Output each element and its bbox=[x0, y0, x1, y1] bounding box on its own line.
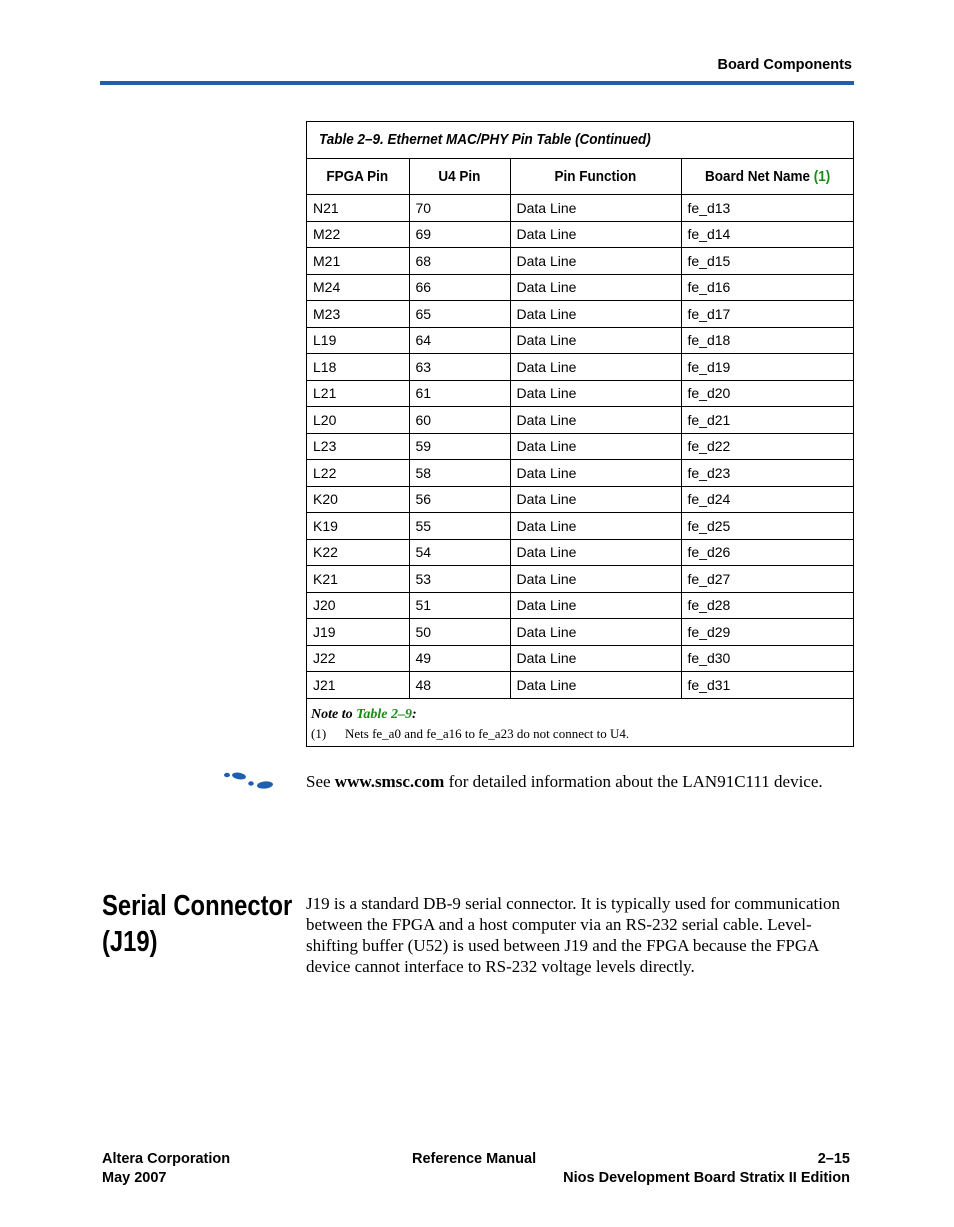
table-cell: Data Line bbox=[510, 513, 681, 540]
table-cell: Data Line bbox=[510, 592, 681, 619]
table-row bbox=[307, 645, 853, 672]
table-cell: 59 bbox=[409, 433, 510, 460]
table-cell: fe_d28 bbox=[681, 592, 853, 619]
table-cell: Data Line bbox=[510, 645, 681, 672]
table-cell: fe_d19 bbox=[681, 354, 853, 381]
table-row bbox=[307, 195, 853, 222]
table-row bbox=[307, 433, 853, 460]
table-row bbox=[307, 327, 853, 354]
note-item: (1) Nets fe_a0 and fe_a16 to fe_a23 do not connect to U4. bbox=[311, 725, 630, 741]
table-cell: fe_d20 bbox=[681, 380, 853, 407]
note-title: Note to Table 2–9: bbox=[311, 706, 417, 722]
table-cell: fe_d13 bbox=[681, 195, 853, 222]
table-cell: L23 bbox=[307, 433, 409, 460]
table-cell: K21 bbox=[307, 566, 409, 593]
table-cell: J21 bbox=[307, 672, 409, 699]
table-cell: Data Line bbox=[510, 486, 681, 513]
table-cell: Data Line bbox=[510, 274, 681, 301]
footer-middle: Reference Manual bbox=[412, 1151, 537, 1167]
table-cell: fe_d21 bbox=[681, 407, 853, 434]
table-cell: L20 bbox=[307, 407, 409, 434]
table-cell: 65 bbox=[409, 301, 510, 328]
table-row bbox=[307, 619, 853, 646]
pin-table-grid bbox=[307, 159, 853, 699]
table-cell: 55 bbox=[409, 513, 510, 540]
table-row bbox=[307, 460, 853, 487]
smsc-link[interactable]: www.smsc.com bbox=[334, 772, 445, 791]
footprints-icon bbox=[222, 770, 276, 792]
table-cell: N21 bbox=[307, 195, 409, 222]
table-link[interactable]: Table 2–9 bbox=[356, 706, 412, 722]
col-header-u4-pin: U4 Pin bbox=[409, 159, 510, 195]
tip-paragraph: See www.smsc.com for detailed information about the LAN91C111 device. bbox=[306, 772, 823, 791]
table-cell: fe_d30 bbox=[681, 645, 853, 672]
table-cell: Data Line bbox=[510, 672, 681, 699]
table-cell: fe_d27 bbox=[681, 566, 853, 593]
table-cell: Data Line bbox=[510, 195, 681, 222]
table-cell: L22 bbox=[307, 460, 409, 487]
section-body: J19 is a standard DB-9 serial connector. It is typically used for communication between the FPGA and a host computer via an RS-232 serial cable. Level-shifting buffer (U52) is used between J19 and the FPGA because the FPGA device cannot interface to RS-232 voltage levels directly. bbox=[306, 894, 840, 976]
table-cell: fe_d25 bbox=[681, 513, 853, 540]
table-cell: M22 bbox=[307, 221, 409, 248]
table-row bbox=[307, 380, 853, 407]
table-cell: 70 bbox=[409, 195, 510, 222]
table-cell: Data Line bbox=[510, 566, 681, 593]
section-heading: Serial Connector (J19) bbox=[102, 890, 293, 958]
table-cell: fe_d24 bbox=[681, 486, 853, 513]
table-cell: Data Line bbox=[510, 354, 681, 381]
table-row bbox=[307, 248, 853, 275]
table-caption: Table 2–9. Ethernet MAC/PHY Pin Table (Continued) bbox=[307, 122, 853, 159]
table-cell: 66 bbox=[409, 274, 510, 301]
col-header-fpga-pin: FPGA Pin bbox=[307, 159, 409, 195]
table-cell: M23 bbox=[307, 301, 409, 328]
table-cell: Data Line bbox=[510, 619, 681, 646]
table-cell: 63 bbox=[409, 354, 510, 381]
table-row bbox=[307, 539, 853, 566]
table-note bbox=[307, 699, 853, 742]
table-cell: Data Line bbox=[510, 221, 681, 248]
table-row bbox=[307, 513, 853, 540]
table-row bbox=[307, 407, 853, 434]
table-cell: fe_d29 bbox=[681, 619, 853, 646]
footer-left bbox=[102, 1150, 230, 1188]
table-cell: fe_d16 bbox=[681, 274, 853, 301]
table-cell: 69 bbox=[409, 221, 510, 248]
footer-right bbox=[563, 1150, 850, 1188]
table-cell: Data Line bbox=[510, 433, 681, 460]
table-header-row bbox=[307, 159, 853, 195]
table-cell: M21 bbox=[307, 248, 409, 275]
table-cell: 48 bbox=[409, 672, 510, 699]
table-cell: Data Line bbox=[510, 407, 681, 434]
table-row bbox=[307, 354, 853, 381]
table-cell: L21 bbox=[307, 380, 409, 407]
table-row bbox=[307, 486, 853, 513]
table-cell: J22 bbox=[307, 645, 409, 672]
table-cell: Data Line bbox=[510, 460, 681, 487]
table-cell: Data Line bbox=[510, 327, 681, 354]
table-cell: 53 bbox=[409, 566, 510, 593]
header-rule bbox=[100, 81, 854, 85]
note-ref-link[interactable]: (1) bbox=[813, 168, 830, 185]
table-cell: K22 bbox=[307, 539, 409, 566]
table-cell: Data Line bbox=[510, 248, 681, 275]
table-cell: fe_d18 bbox=[681, 327, 853, 354]
table-cell: 68 bbox=[409, 248, 510, 275]
table-cell: 50 bbox=[409, 619, 510, 646]
table-cell: 61 bbox=[409, 380, 510, 407]
col-header-pin-function: Pin Function bbox=[510, 159, 681, 195]
table-cell: J20 bbox=[307, 592, 409, 619]
table-cell: 64 bbox=[409, 327, 510, 354]
table-cell: fe_d14 bbox=[681, 221, 853, 248]
table-cell: 49 bbox=[409, 645, 510, 672]
table-cell: fe_d26 bbox=[681, 539, 853, 566]
footer-date: May 2007 bbox=[102, 1170, 167, 1186]
table-cell: Data Line bbox=[510, 539, 681, 566]
table-cell: fe_d31 bbox=[681, 672, 853, 699]
running-header-title: Board Components bbox=[717, 57, 852, 73]
table-cell: 56 bbox=[409, 486, 510, 513]
col-header-board-net-name: Board Net Name (1) bbox=[681, 159, 853, 195]
table-row bbox=[307, 566, 853, 593]
table-cell: 60 bbox=[409, 407, 510, 434]
pin-table bbox=[306, 121, 854, 747]
table-cell: 54 bbox=[409, 539, 510, 566]
table-row bbox=[307, 672, 853, 699]
table-cell: fe_d22 bbox=[681, 433, 853, 460]
table-cell: Data Line bbox=[510, 301, 681, 328]
footer-company: Altera Corporation bbox=[102, 1151, 231, 1167]
table-cell: 51 bbox=[409, 592, 510, 619]
footer-edition: Nios Development Board Stratix II Edition bbox=[563, 1170, 850, 1186]
table-cell: fe_d15 bbox=[681, 248, 853, 275]
table-row bbox=[307, 274, 853, 301]
table-cell: Data Line bbox=[510, 380, 681, 407]
table-cell: 58 bbox=[409, 460, 510, 487]
table-cell: M24 bbox=[307, 274, 409, 301]
table-row bbox=[307, 221, 853, 248]
table-cell: K19 bbox=[307, 513, 409, 540]
table-cell: K20 bbox=[307, 486, 409, 513]
table-row bbox=[307, 301, 853, 328]
table-cell: J19 bbox=[307, 619, 409, 646]
table-cell: fe_d17 bbox=[681, 301, 853, 328]
table-row bbox=[307, 592, 853, 619]
page-number: 2–15 bbox=[817, 1151, 850, 1167]
table-cell: L19 bbox=[307, 327, 409, 354]
table-cell: L18 bbox=[307, 354, 409, 381]
table-cell: fe_d23 bbox=[681, 460, 853, 487]
